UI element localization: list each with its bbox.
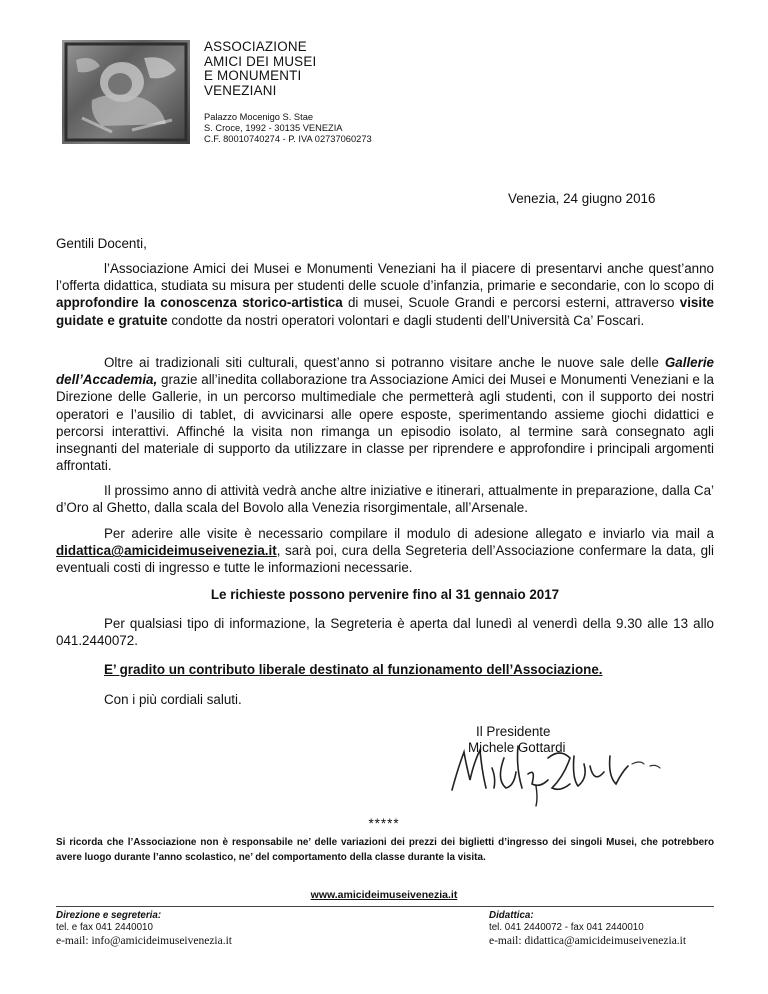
footer-phone: tel. e fax 041 2440010 <box>56 922 153 933</box>
paragraph-registration <box>56 525 714 577</box>
paragraph-itineraries <box>56 482 714 516</box>
org-name-line: ASSOCIAZIONE <box>204 39 307 54</box>
address-line: C.F. 80010740274 - P. IVA 02737060273 <box>204 134 372 144</box>
separator-stars: ***** <box>368 816 400 831</box>
footer-divider <box>56 906 714 907</box>
email-link[interactable]: didattica@amicideimuseivenezia.it <box>56 543 277 559</box>
text-run: condotte da nostri operatori volontari e dagli studenti dell’Università Ca’ Foscari. <box>167 312 645 328</box>
footer-email[interactable]: e-mail: didattica@amicideimuseivenezia.it <box>489 935 687 947</box>
footer-email[interactable]: e-mail: info@amicideimuseivenezia.it <box>56 935 232 947</box>
footer-heading: Direzione e segreteria: <box>56 910 162 921</box>
deadline-notice: Le richieste possono pervenire fino al 31 gennaio 2017 <box>210 587 560 602</box>
text-run: Il prossimo anno di attività vedrà anche altre iniziative e itinerari, attualmente in preparazione, dalla Ca’ d’Oro al Ghetto, dalla scala del Bovolo alla Venezia risorgimentale, all’Arsenale. <box>56 483 714 516</box>
association-logo-lion-relief <box>62 40 190 144</box>
org-name-line: VENEZIANI <box>204 82 277 98</box>
signatory-title: Il Presidente <box>476 724 551 739</box>
contribution-end: . <box>598 662 603 677</box>
signatory <box>468 724 566 756</box>
signatory-name: Michele Gottardi <box>468 740 566 755</box>
footer-contact-didattica <box>489 910 686 947</box>
footer-heading: Didattica: <box>489 910 534 921</box>
contribution-text: E’ gradito un contributo liberale destinato al funzionamento dell’Associazione <box>104 662 599 677</box>
contribution-request <box>104 662 603 677</box>
org-address <box>204 112 372 145</box>
text-run: grazie all’inedita collaborazione tra Associazione Amici dei Musei e Monumenti Veneziani e la Direzione delle Gallerie, in un percorso multimediale che permetterà agli studenti, con il supporto dei nostri operatori e l’ausilio di tablet, di avvicinarsi alle opere esposte, sperimentando assieme giochi didattici e percorsi interattivi. Affinché la visita non rimanga un episodio isolato, al termine sarà consegnato agli insegnanti del materiale di supporto da utilizzare in classe per riprendere e approfondire i principali argomenti affrontati. <box>56 372 714 474</box>
paragraph-office-hours <box>56 615 714 649</box>
paragraph-gallerie <box>56 354 714 474</box>
paragraph-intro <box>56 260 714 329</box>
website-link[interactable]: www.amicideimuseivenezia.it <box>310 889 458 901</box>
greeting: Gentili Docenti, <box>56 236 147 251</box>
org-name-line: AMICI DEI MUSEI <box>204 53 317 69</box>
footer-phone: tel. 041 2440072 - fax 041 2440010 <box>489 922 644 933</box>
org-name <box>204 40 316 98</box>
org-name-line: E MONUMENTI <box>204 68 302 84</box>
address-line: Palazzo Mocenigo S. Stae <box>204 112 314 122</box>
bold-phrase: approfondire la conoscenza storico-artistica <box>56 295 343 311</box>
text-run: Per aderire alle visite è necessario compilare il modulo di adesione allegato e inviarlo via mail a <box>104 526 714 541</box>
text-run: Per qualsiasi tipo di informazione, la Segreteria è aperta dal lunedì al venerdì della 9.30 alle 13 allo 041.2440072. <box>56 616 714 649</box>
address-line: S. Croce, 1992 - 30135 VENEZIA <box>204 123 343 133</box>
text-run: Oltre ai tradizionali siti culturali, quest’anno si potranno visitare anche le nuove sale delle <box>104 355 665 370</box>
lion-relief-image <box>62 40 190 144</box>
text-run: l’Associazione Amici dei Musei e Monumenti Veneziani ha il piacere di presentarvi anche quest’anno l’offerta didattica, studiata su misura per studenti delle scuole d’infanzia, primarie e secondarie, con lo scopo di <box>56 261 714 294</box>
bold-phrase: visite guidate e gratuite <box>56 295 714 328</box>
letter-date: Venezia, 24 giugno 2016 <box>508 191 656 206</box>
closing: Con i più cordiali saluti. <box>104 692 242 707</box>
text-run: , sarà poi, cura della Segreteria dell’Associazione confermare la data, gli eventuali costi di ingresso e tutte le informazioni necessarie. <box>56 543 714 576</box>
liability-notice: Si ricorda che l’Associazione non è responsabile ne’ delle variazioni dei prezzi dei biglietti d’ingresso dei singoli Musei, che potrebbero avere luogo durante l’anno scolastico, ne’ del comportamento della classe durante la visita. <box>56 837 714 863</box>
gallerie-title: Gallerie dell’Accademia, <box>56 355 714 388</box>
footer-contact-secretariat <box>56 910 232 947</box>
text-run: di musei, Scuole Grandi e percorsi esterni, attraverso <box>342 295 680 311</box>
